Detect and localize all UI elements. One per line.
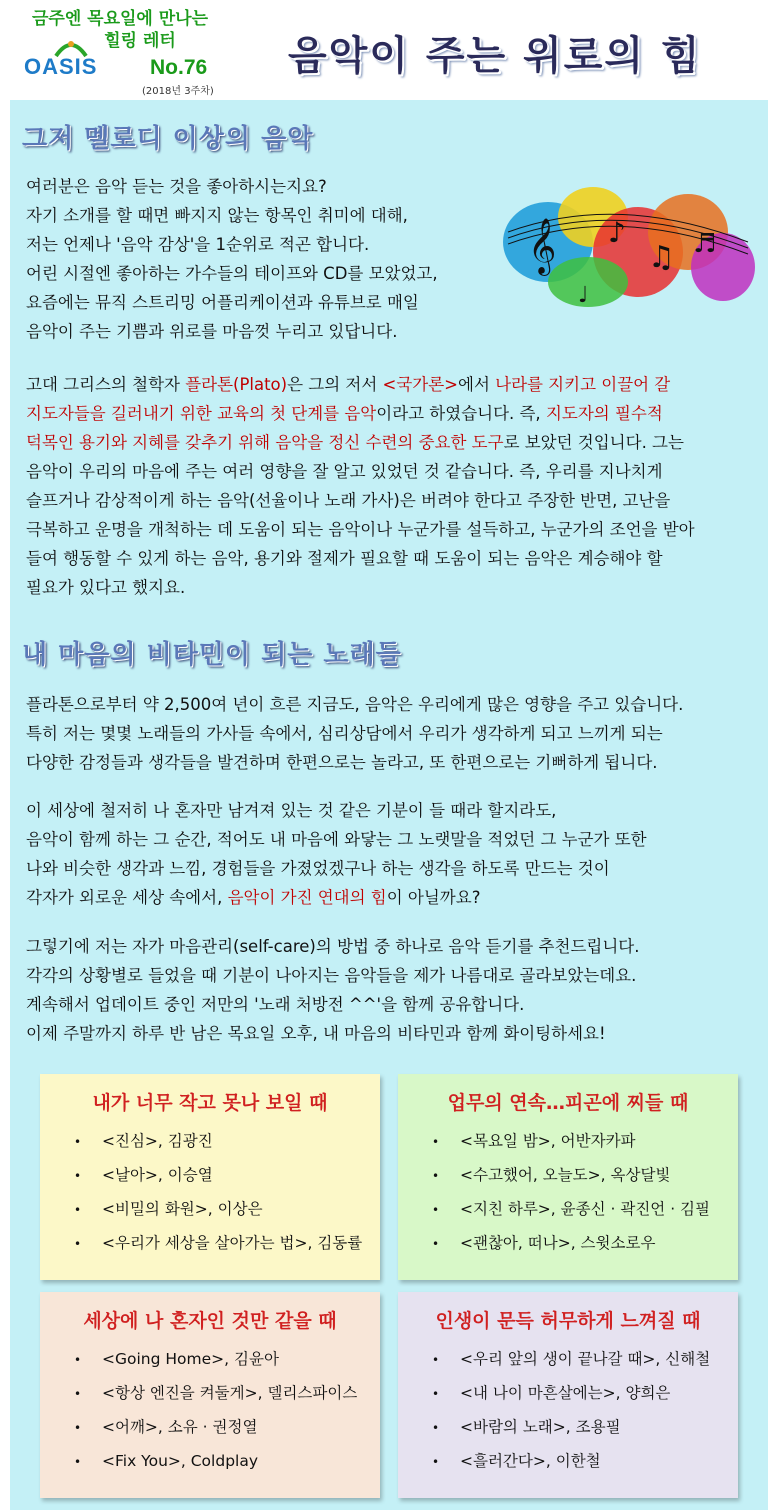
note-small-and-ugly — [40, 1074, 380, 1280]
song-item: • <목요일 밤>, 어반자카파 — [432, 1132, 636, 1150]
song-item: • <흘러간다>, 이한철 — [432, 1452, 601, 1470]
song-item: • <우리 앞의 생이 끝나갈 때>, 신해철 — [432, 1350, 711, 1368]
page-title: 음악이 주는 위로의 힘 — [288, 33, 702, 79]
note-title: 세상에 나 혼자인 것만 같을 때 — [83, 1310, 337, 1332]
song-item: • <괜찮아, 떠나>, 스윗소로우 — [432, 1234, 656, 1252]
intro-line: 저는 언제나 '음악 감상'을 1순위로 적곤 합니다. — [26, 235, 370, 254]
section1-intro — [26, 172, 438, 346]
song-item: • <수고했어, 오늘도>, 옥상달빛 — [432, 1166, 671, 1184]
tagline — [20, 8, 220, 52]
song-item: • <진심>, 김광진 — [74, 1132, 213, 1150]
intro-line: 요즘에는 뮤직 스트리밍 어플리케이션과 유튜브로 매일 — [26, 293, 419, 312]
section2-heading: 내 마음의 비타민이 되는 노래들 — [22, 640, 402, 670]
issue-number: No.76 — [150, 56, 208, 79]
song-item: • <지친 하루>, 윤종신 · 곽진언 · 김필 — [432, 1200, 710, 1218]
header — [0, 0, 775, 100]
music-splash-image — [488, 172, 758, 332]
song-item: • <비밀의 화원>, 이상은 — [74, 1200, 263, 1218]
section2-p1: 플라톤으로부터 약 2,500여 년이 흐른 지금도, 음악은 우리에게 많은 영향을 주고 있습니다. 특히 저는 몇몇 노래들의 가사들 속에서, 심리상담에서 우리가 생각하게 되고 느끼게 되는 다양한 감정들과 생각들을 발견하며 한편으로는 놀라고, 또 한편으로는 기뻐하게 됩니다. — [26, 695, 684, 772]
oasis-logo: OASIS — [24, 54, 97, 80]
intro-line: 음악이 주는 기쁨과 위로를 마음껏 누리고 있답니다. — [26, 322, 398, 341]
song-item: • <우리가 세상을 살아가는 법>, 김동률 — [74, 1234, 363, 1252]
section1-heading: 그저 멜로디 이상의 음악 — [22, 124, 314, 154]
svg-text:♫: ♫ — [648, 240, 675, 275]
section1-plato: 고대 그리스의 철학자 플라톤(Plato)은 그의 저서 <국가론>에서 나라를 지키고 이끌어 갈 지도자들을 길러내기 위한 교육의 첫 단계를 음악이라고 하였습니다. 즉, 지도자의 필수적 덕목인 용기와 지혜를 갖추기 위해 음악을 정신 수련의 중요한 도구로 보았던 것입니다. 그는 음악이 우리의 마음에 주는 여러 영향을 잘 알고 있었던 것 같습니다. 즉, 우리를 지나치게 슬프거나 감상적이게 하는 음악(선율이나 노래 가사)은 버려야 한다고 주장한 반면, 고난을 극복하고 운명을 개척하는 데 도움이 되는 음악이나 누군가를 설득하고, 누군가의 조언을 받아 들여 행동할 수 있게 하는 음악, 용기와 절제가 필요할 때 도움이 되는 음악은 계승해야 할 필요가 있다고 했지요. — [26, 375, 695, 597]
song-item: • <Going Home>, 김윤아 — [74, 1350, 279, 1368]
song-item: • <어깨>, 소유 · 권정열 — [74, 1418, 258, 1436]
section2-p2: 이 세상에 철저히 나 혼자만 남겨져 있는 것 같은 기분이 들 때라 할지라도, 음악이 함께 하는 그 순간, 적어도 내 마음에 와닿는 그 노랫말을 적었던 그 누군가 또한 나와 비슷한 생각과 느낌, 경험들을 가졌었겠구나 하는 생각을 하도록 만드는 것이 각자가 외로운 세상 속에서, 음악이 가진 연대의 힘이 아닐까요? — [26, 801, 647, 907]
tagline-line2: 힐링 레터 — [104, 31, 176, 51]
song-item: • <내 나이 마흔살에는>, 양희은 — [432, 1384, 671, 1402]
song-item: • <항상 엔진을 켜둘게>, 델리스파이스 — [74, 1384, 358, 1402]
note-life-emptiness — [398, 1292, 738, 1498]
song-item: • <바람의 노래>, 조용필 — [432, 1418, 621, 1436]
svg-text:♩: ♩ — [578, 283, 589, 308]
note-work-fatigue — [398, 1074, 738, 1280]
intro-line: 자기 소개를 할 때면 빠지지 않는 항목인 취미에 대해, — [26, 206, 408, 225]
logo-arc-icon — [54, 38, 88, 58]
note-alone-in-world — [40, 1292, 380, 1498]
issue-date: (2018년 3주차) — [142, 86, 214, 97]
svg-text:♪: ♪ — [608, 216, 626, 249]
svg-text:♬: ♬ — [693, 229, 717, 259]
song-item: • <Fix You>, Coldplay — [74, 1452, 259, 1470]
note-title: 내가 너무 작고 못나 보일 때 — [92, 1092, 328, 1114]
note-title: 인생이 문득 허무하게 느껴질 때 — [435, 1310, 701, 1332]
intro-line: 여러분은 음악 듣는 것을 좋아하시는지요? — [26, 177, 327, 196]
intro-line: 어린 시절엔 좋아하는 가수들의 테이프와 CD를 모았었고, — [26, 264, 438, 283]
section2-p3: 그렇기에 저는 자가 마음관리(self-care)의 방법 중 하나로 음악 듣기를 추천드립니다. 각각의 상황별로 들었을 때 기분이 나아지는 음악들을 제가 나름대로 골라보았는데요. 계속해서 업데이트 중인 저만의 '노래 처방전 ^^'을 함께 공유합니다. 이제 주말까지 하루 반 남은 목요일 오후, 내 마음의 비타민과 함께 화이팅하세요! — [26, 937, 640, 1043]
note-title: 업무의 연속…피곤에 찌들 때 — [447, 1092, 689, 1114]
song-item: • <날아>, 이승열 — [74, 1166, 213, 1184]
tagline-line1: 금주엔 목요일에 만나는 — [31, 9, 209, 29]
svg-text:𝄞: 𝄞 — [528, 218, 557, 274]
